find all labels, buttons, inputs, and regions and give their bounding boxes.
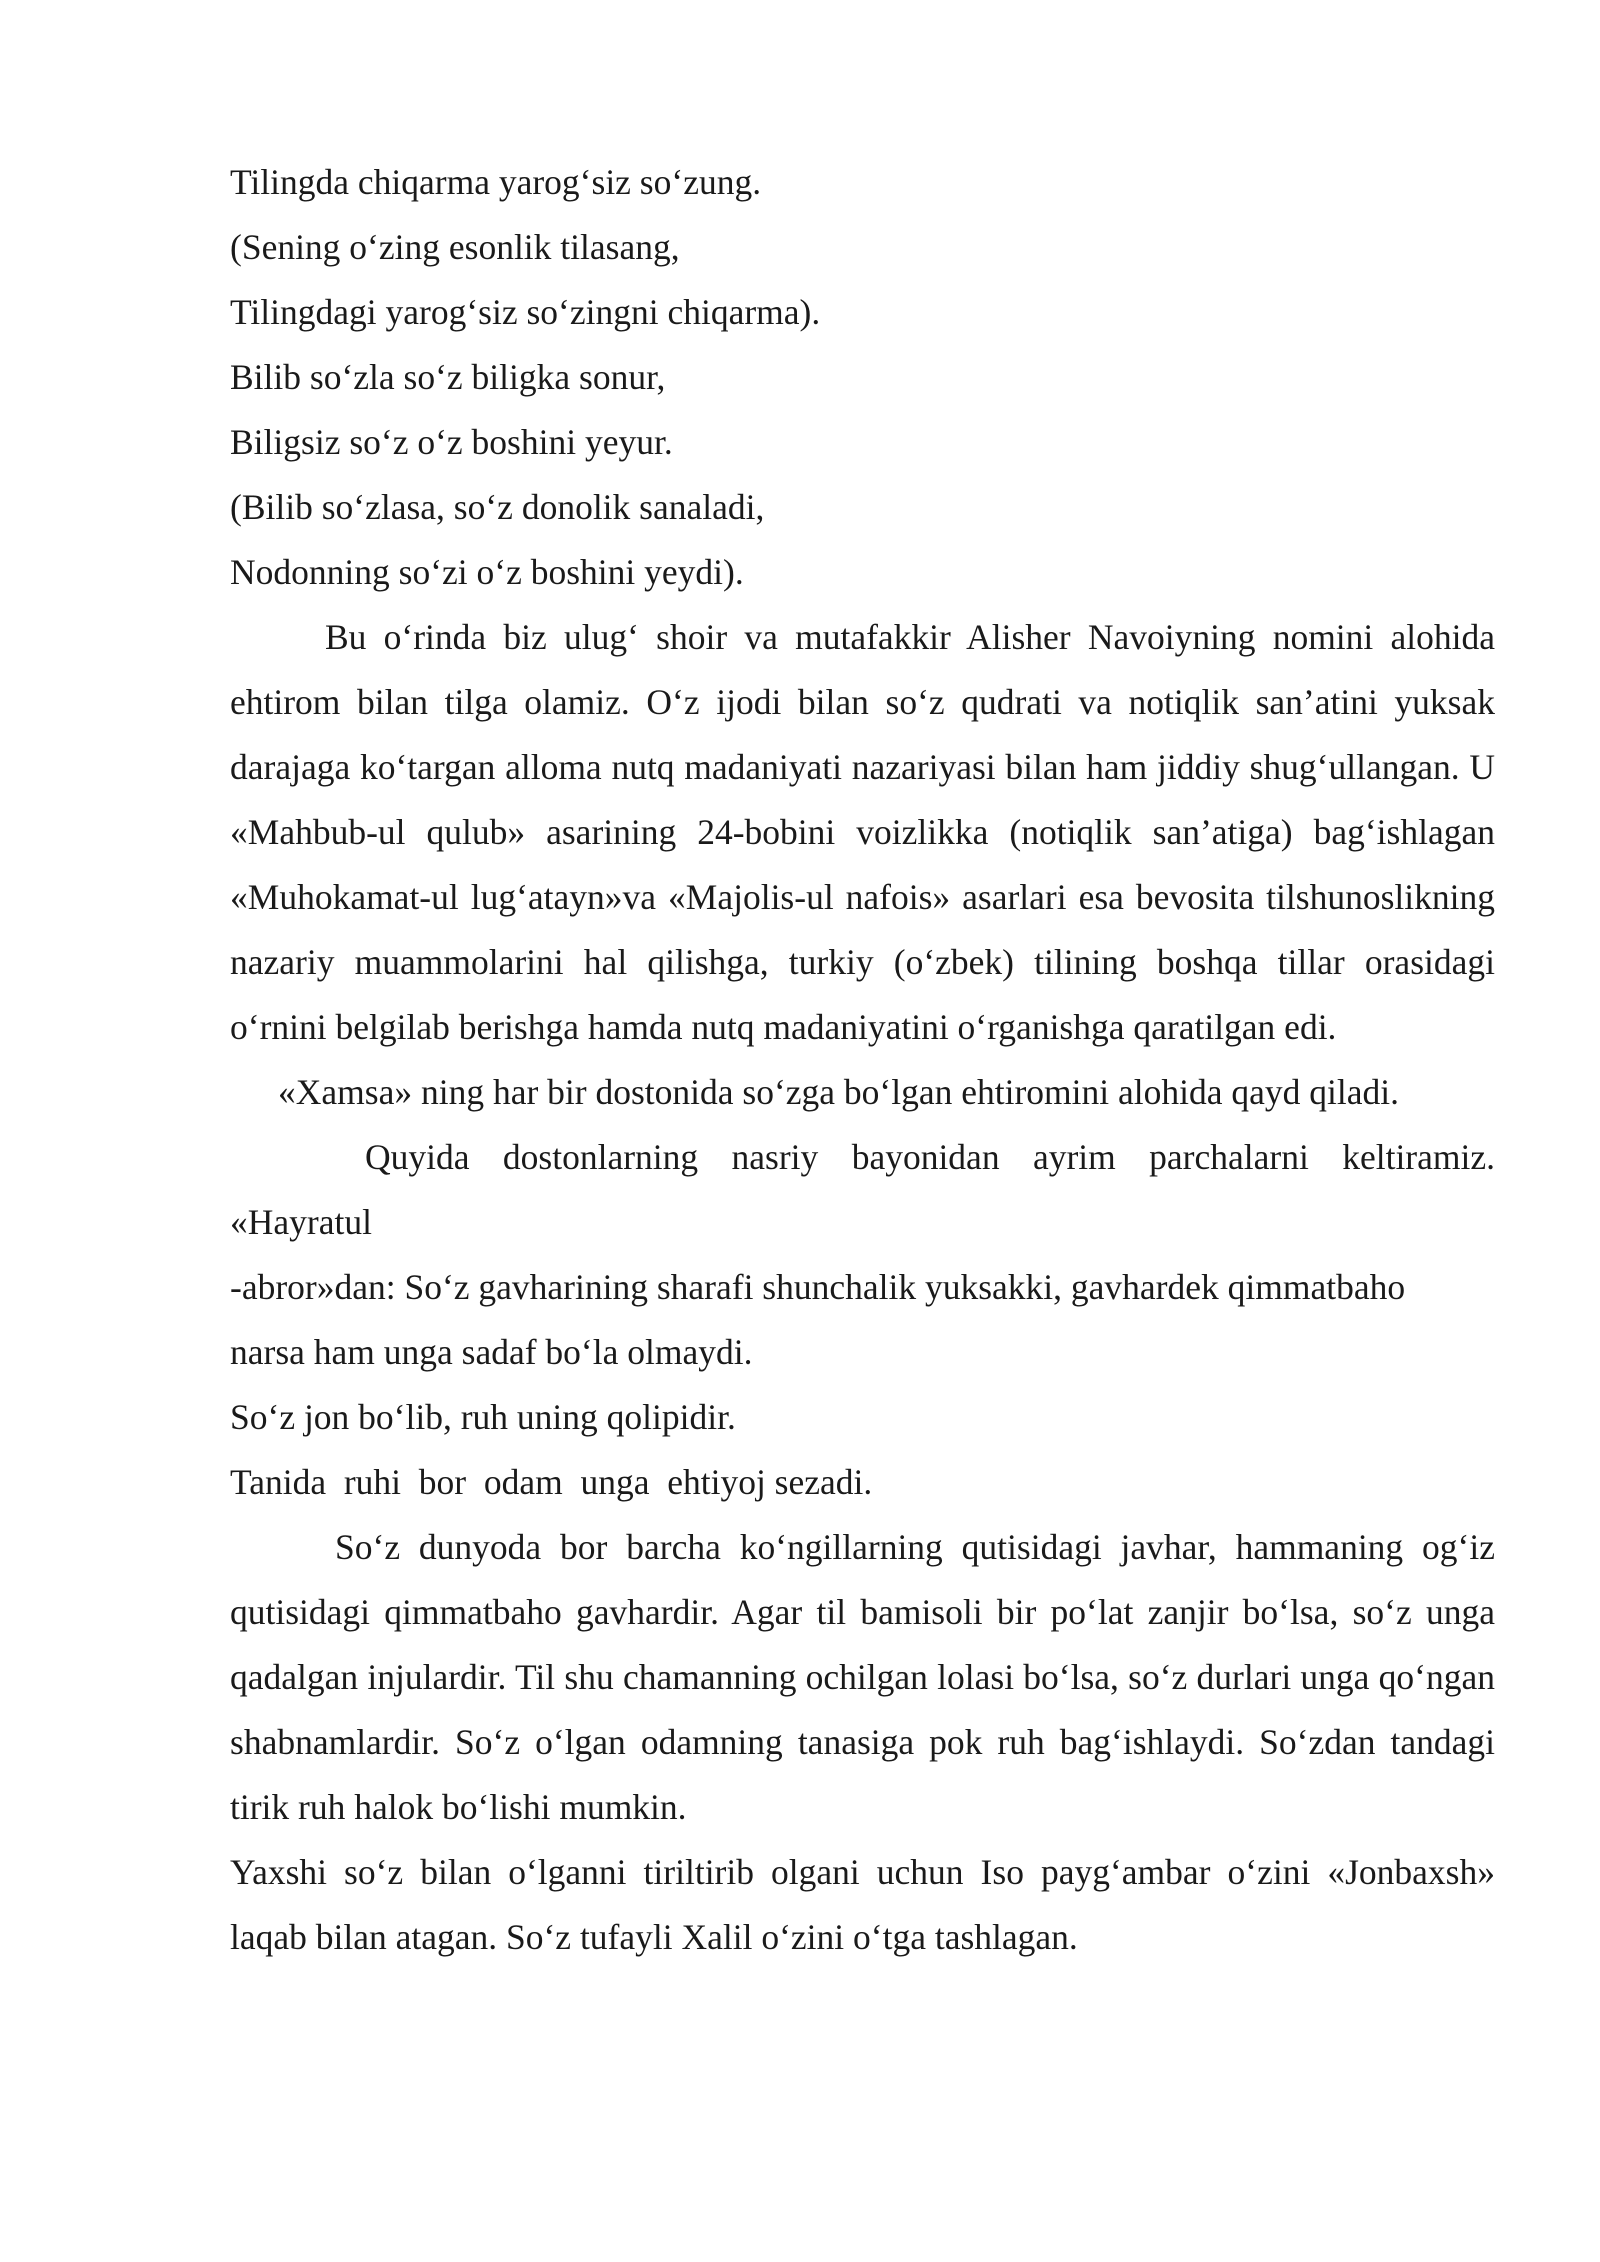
hayrat-title: «Hayratul: [230, 1202, 372, 1242]
abror-line: -abror»dan: So‘z gavharining sharafi shunchalik yuksakki, gavhardek qimmatbaho: [230, 1267, 1406, 1307]
poem-line: (Bilib so‘zlasa, so‘z donolik sanaladi,: [230, 487, 765, 527]
poem-line: Biligsiz so‘z o‘z boshini yeyur.: [230, 422, 673, 462]
paragraph-iso: Yaxshi so‘z bilan o‘lganni tiriltirib olgani uchun Iso payg‘ambar o‘zini «Jonbaxsh» laqab bilan atagan. So‘z tufayli Xalil o‘zini o‘tga tashlagan.: [230, 1852, 1495, 1957]
quote-intro: Quyida dostonlarning nasriy bayonidan ayrim parchalarni keltiramiz.: [365, 1137, 1495, 1177]
abror-line-2: narsa ham unga sadaf bo‘la olmaydi.: [230, 1332, 753, 1372]
poem-line: (Sening o‘zing esonlik tilasang,: [230, 227, 680, 267]
paragraph-navoiy: Bu o‘rinda biz ulug‘ shoir va mutafakkir Alisher Navoiyning nomini alohida ehtirom bilan tilga olamiz. O‘z ijodi bilan so‘z qudrati va notiqlik san’atini yuksak darajaga ko‘targan alloma nutq madaniyati nazariyasi bilan ham jiddiy shug‘ullangan. U «Mahbub-ul qulub» asarining 24-bobini voizlikka (notiqlik san’atiga) bag‘ishlagan «Muhokamat-ul lug‘atayn»va «Majolis-ul nafois» asarlari esa bevosita tilshunoslikning nazariy muammolarini hal qilishga, turkiy (o‘zbek) tilining boshqa tillar orasidagi o‘rnini belgilab berishga hamda nutq madaniyatini o‘rganishga qaratilgan edi.: [230, 617, 1495, 1047]
paragraph-jewel: So‘z dunyoda bor barcha ko‘ngillarning qutisidagi javhar, hammaning og‘iz qutisidagi qimmatbaho gavhardir. Agar til bamisoli bir po‘lat zanjir bo‘lsa, so‘z unga qadalgan injulardir. Til shu chamanning ochilgan lolasi bo‘lsa, so‘z durlari unga qo‘ngan shabnamlardir. So‘z o‘lgan odamning tanasiga pok ruh bag‘ishlaydi. So‘zdan tandagi tirik ruh halok bo‘lishi mumkin.: [230, 1527, 1495, 1827]
soul-line-1: So‘z jon bo‘lib, ruh uning qolipidir.: [230, 1397, 736, 1437]
poem-line: Tilingdagi yarog‘siz so‘zingni chiqarma).: [230, 292, 821, 332]
poem-line: Tilingda chiqarma yarog‘siz so‘zung.: [230, 162, 762, 202]
poem-line: Nodonning so‘zi o‘z boshini yeydi).: [230, 552, 744, 592]
khamsa-line: «Xamsa» ning har bir dostonida so‘zga bo‘lgan ehtiromini alohida qayd qiladi.: [278, 1072, 1399, 1112]
soul-line-2: Tanida ruhi bor odam unga ehtiyoj sezadi.: [230, 1462, 873, 1502]
poem-line: Bilib so‘zla so‘z biligka sonur,: [230, 357, 666, 397]
document-page: [230, 150, 1495, 1970]
